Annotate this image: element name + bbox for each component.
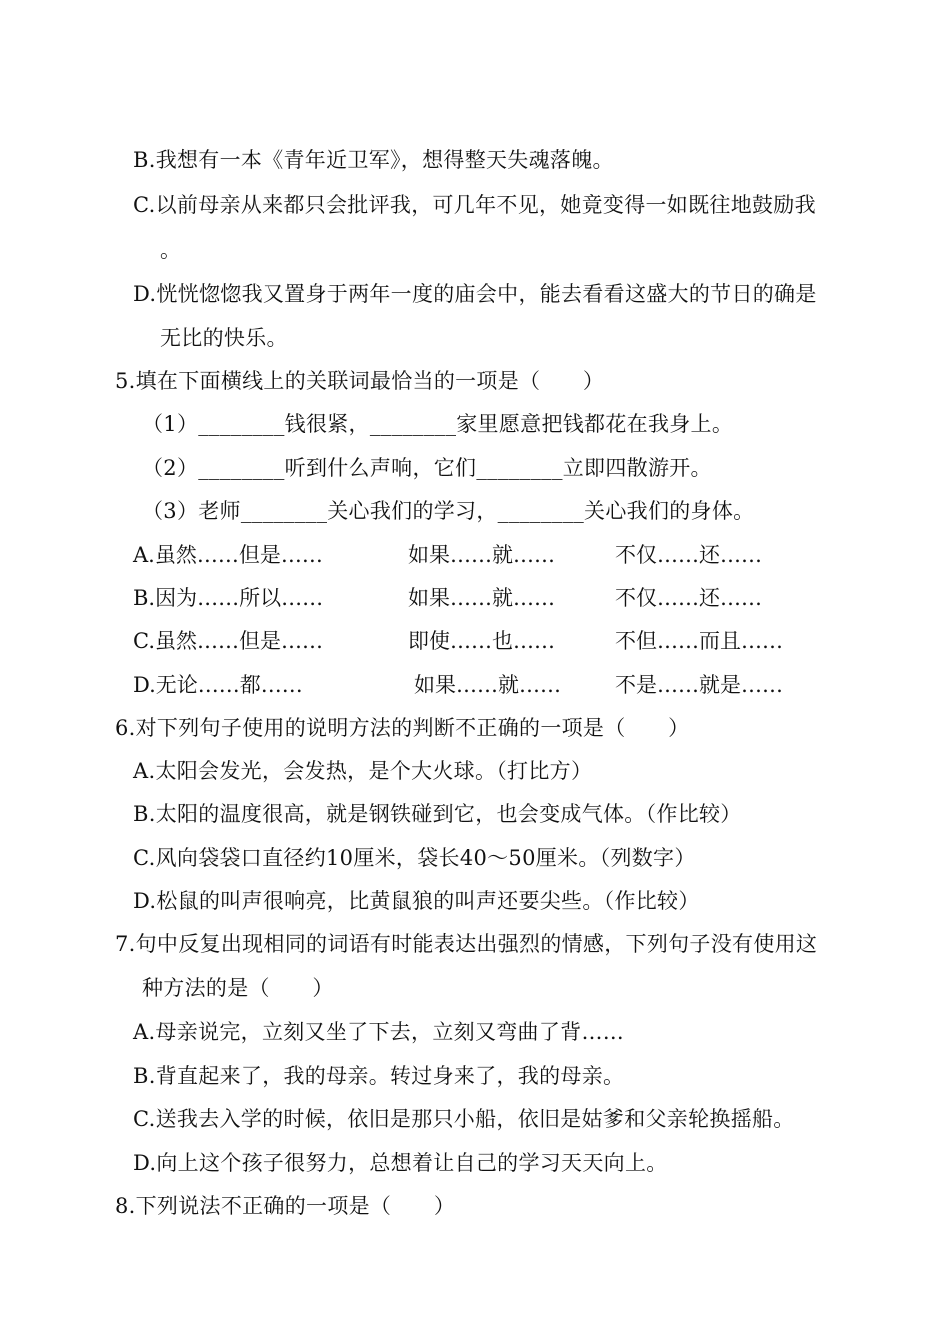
q5-option-c-first: C.虽然……但是……	[133, 629, 323, 653]
q6-option-b: B.太阳的温度很高，就是钢铁碰到它，也会变成气体。（作比较）	[133, 802, 742, 826]
q5-option-d-third: 不是……就是……	[615, 673, 783, 697]
q4-option-c-line1: C.以前母亲从来都只会批评我，可几年不见，她竟变得一如既往地鼓励我	[133, 193, 816, 217]
q7-stem-line2: 种方法的是（ ）	[142, 976, 334, 1000]
q4-option-d-line2: 无比的快乐。	[160, 326, 288, 350]
q6-option-c: C.风向袋袋口直径约10厘米，袋长40～50厘米。（列数字）	[133, 846, 696, 870]
q6-option-d: D.松鼠的叫声很响亮，比黄鼠狼的叫声还要尖些。（作比较）	[133, 889, 700, 913]
q5-option-a-second: 如果……就……	[408, 543, 555, 567]
q5-option-d-first: D.无论……都……	[133, 673, 303, 697]
q5-option-b-third: 不仅……还……	[615, 586, 762, 610]
q5-option-d-second: 如果……就……	[414, 673, 561, 697]
q7-option-d: D.向上这个孩子很努力，总想着让自己的学习天天向上。	[133, 1151, 668, 1175]
q7-option-c: C.送我去入学的时候，依旧是那只小船，依旧是姑爹和父亲轮换摇船。	[133, 1107, 795, 1131]
q6-option-a: A.太阳会发光，会发热，是个大火球。（打比方）	[133, 759, 593, 783]
q5-option-a-third: 不仅……还……	[615, 543, 762, 567]
q5-option-c-second: 即使……也……	[408, 629, 555, 653]
q6-stem: 6.对下列句子使用的说明方法的判断不正确的一项是（ ）	[115, 716, 690, 740]
q7-option-b: B.背直起来了，我的母亲。转过身来了，我的母亲。	[133, 1064, 625, 1088]
q4-option-c-line2: 。	[160, 238, 182, 262]
q5-stem: 5.填在下面横线上的关联词最恰当的一项是（ ）	[115, 369, 605, 393]
q8-stem: 8.下列说法不正确的一项是（ ）	[115, 1194, 456, 1218]
q7-option-a: A.母亲说完，立刻又坐了下去，立刻又弯曲了背……	[133, 1020, 625, 1044]
q5-sentence-1: （1）________钱很紧，________家里愿意把钱都花在我身上。	[142, 412, 734, 436]
q4-option-b: B.我想有一本《青年近卫军》，想得整天失魂落魄。	[133, 148, 614, 172]
q5-option-c-third: 不但……而且……	[615, 629, 783, 653]
q5-option-b-second: 如果……就……	[408, 586, 555, 610]
q5-sentence-2: （2）________听到什么声响，它们________立即四散游开。	[142, 456, 712, 480]
q4-option-d-line1: D.恍恍惚惚我又置身于两年一度的庙会中，能去看看这盛大的节日的确是	[133, 282, 817, 306]
q5-option-b-first: B.因为……所以……	[133, 586, 324, 610]
q5-sentence-3: （3）老师________关心我们的学习，________关心我们的身体。	[142, 499, 755, 523]
q7-stem-line1: 7.句中反复出现相同的词语有时能表达出强烈的情感，下列句子没有使用这	[115, 932, 818, 956]
q5-option-a-first: A.虽然……但是……	[133, 543, 323, 567]
